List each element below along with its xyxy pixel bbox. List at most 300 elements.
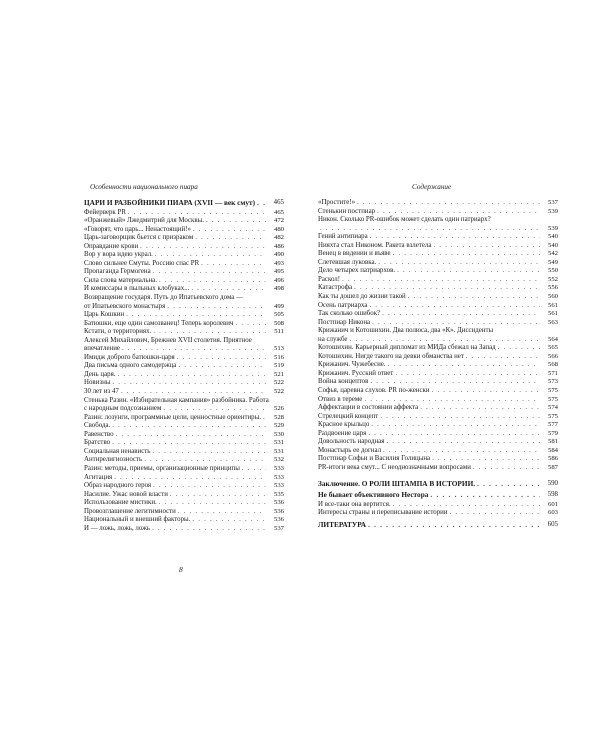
toc-entry-title: Царь Кошкин	[84, 311, 125, 319]
toc-entry	[318, 233, 558, 242]
dot-leader	[368, 521, 540, 530]
toc-entry-line	[84, 285, 268, 294]
toc-entry-title: И все-таки она вертится.	[318, 500, 391, 508]
toc-entry-page: 584	[547, 446, 558, 454]
toc-entry-line	[318, 361, 542, 370]
toc-entry-page: 472	[273, 217, 284, 225]
toc-entry-title: Имидж доброго батюшки-царя	[84, 353, 175, 361]
toc-entry-title: Монастырь ее догнал	[318, 446, 382, 454]
dot-leader	[420, 404, 540, 413]
toc-entry-line	[318, 455, 542, 464]
toc-entry-line	[318, 447, 542, 456]
toc-entry-page: 586	[547, 455, 558, 463]
dot-leader	[235, 320, 266, 329]
toc-entry-title: Осень патриарха	[318, 301, 368, 309]
toc-entry	[84, 354, 284, 363]
toc-entry-line	[84, 456, 268, 465]
toc-entry	[318, 480, 558, 489]
dot-leader	[388, 361, 540, 370]
toc-entry	[84, 294, 284, 311]
toc-entry-title-line: Никон. Сколько PR-ошибок может сделать один патриарх?	[318, 216, 491, 224]
toc-entry-title: Довольность народная	[318, 438, 385, 446]
toc-entry	[84, 439, 284, 448]
dot-leader	[140, 243, 266, 252]
dot-leader	[167, 303, 266, 312]
toc-entry-line	[84, 491, 268, 500]
toc-entry-title: Не бывает объективного Нестора	[318, 490, 429, 500]
toc-entry	[84, 465, 284, 474]
toc-entry-page: 522	[273, 379, 284, 387]
dot-leader	[397, 267, 540, 276]
dot-leader	[114, 474, 266, 483]
toc-entry-title-line: Стенька Разин. «Избирательная кампания» разбойника. Работа	[84, 396, 269, 404]
dot-leader	[201, 260, 266, 269]
toc-entry-page: 573	[547, 378, 558, 386]
toc-entry-line	[318, 430, 542, 439]
toc-entry-page: 533	[273, 473, 284, 481]
toc-entry-title: 30 лет из 47	[84, 388, 119, 396]
toc-entry-page: 535	[273, 490, 284, 498]
toc-entry-title: Стенькин постпиар	[318, 207, 376, 215]
toc-entry	[318, 319, 558, 328]
toc-entry-page: 561	[547, 301, 558, 309]
toc-entry-line	[318, 267, 542, 276]
toc-entry-title: ЛИТЕРАТУРА	[318, 519, 367, 529]
toc-entry-title: PR-итоги века смут... С неоднозначными вопросами	[318, 463, 471, 471]
toc-entry-line	[318, 521, 542, 530]
toc-entry	[318, 447, 558, 456]
toc-entry-page: 531	[273, 447, 284, 455]
dot-leader	[342, 276, 540, 285]
toc-entry-title: Пропаганда Гермогена	[84, 268, 151, 276]
dot-leader	[372, 319, 540, 328]
dot-leader	[368, 430, 540, 439]
toc-entry	[84, 431, 284, 440]
toc-entry	[84, 448, 284, 457]
dot-leader	[112, 379, 266, 388]
toc-entry-page: 566	[547, 352, 558, 360]
toc-entry	[318, 378, 558, 387]
toc-entry	[318, 199, 558, 208]
toc-entry-title: на службе	[318, 335, 348, 343]
toc-entry-page: 521	[273, 370, 284, 378]
toc-entry-title: Агитация	[84, 473, 113, 481]
toc-entry-title: Аффектации в состоянии аффекта	[318, 404, 419, 412]
toc-entry	[84, 371, 284, 380]
dot-leader	[370, 378, 540, 387]
toc-entry-title: Раскол!	[318, 275, 341, 283]
running-head-right: Содержание	[412, 183, 452, 191]
toc-entry	[84, 234, 284, 243]
toc-left	[84, 199, 284, 533]
toc-entry-page: 575	[547, 395, 558, 403]
toc-entry-title: Национальный и внешний факторы.	[84, 516, 191, 524]
toc-entry	[318, 250, 558, 259]
toc-entry	[84, 525, 284, 534]
dot-leader	[144, 456, 266, 465]
dot-leader	[163, 405, 266, 414]
toc-entry-line	[84, 388, 268, 397]
toc-entry-line	[84, 405, 268, 414]
toc-entry-title: Образ народного героя	[84, 482, 152, 490]
toc-entry	[318, 455, 558, 464]
dot-leader	[357, 199, 540, 208]
dot-leader	[393, 250, 540, 259]
toc-entry	[318, 302, 558, 311]
toc-entry-title: Фейерверк PR	[84, 208, 126, 216]
toc-entry-title: Кстати, о территориях.	[84, 328, 152, 336]
dot-leader	[170, 491, 266, 500]
toc-entry-page: 508	[273, 319, 284, 327]
toc-entry-page: 575	[547, 387, 558, 395]
toc-entry	[318, 259, 558, 268]
toc-entry-title-line: Алексей Михайлович, Брежнев XVII столетия. Приятное	[84, 336, 252, 344]
toc-entry-line	[318, 336, 542, 345]
toc-entry-title: Котошихин. Нигде такого на девки обманства нет	[318, 352, 464, 360]
toc-entry	[84, 209, 284, 218]
toc-entry-page: 542	[547, 250, 558, 258]
toc-entry-title: Братство	[84, 439, 111, 447]
toc-entry	[318, 242, 558, 251]
dot-leader	[193, 226, 266, 235]
toc-entry-line	[84, 414, 268, 423]
toc-entry-line	[318, 225, 542, 234]
toc-entry-line	[84, 465, 268, 474]
dot-leader	[349, 336, 540, 345]
dot-leader	[432, 387, 540, 396]
dot-leader	[364, 396, 540, 405]
toc-entry-title: впечатление	[84, 345, 120, 353]
toc-entry-title: ЦАРИ И РАЗБОЙНИКИ ПИАРА (XVII — век смут)	[84, 198, 256, 207]
toc-entry-page: 563	[547, 318, 558, 326]
toc-entry-page: 529	[273, 422, 284, 430]
toc-entry-title: И — ложь, ложь, ложь	[84, 524, 151, 532]
toc-entry-page: 540	[547, 233, 558, 241]
toc-entry-page: 581	[547, 438, 558, 446]
toc-entry	[318, 491, 558, 500]
dot-leader	[178, 362, 266, 371]
toc-entry-page: 496	[273, 276, 284, 284]
toc-entry	[318, 208, 558, 217]
dot-leader	[122, 345, 266, 354]
toc-entry-line	[318, 284, 542, 293]
toc-entry-title: И комиссары в пыльных клобуках...	[84, 285, 190, 293]
toc-entry-line	[84, 243, 268, 252]
dot-leader	[178, 508, 266, 517]
dot-leader	[153, 482, 266, 491]
toc-entry-page: 533	[273, 482, 284, 490]
toc-entry-title: Интересы страны и переписывание истории	[318, 509, 448, 517]
toc-entry	[318, 327, 558, 344]
toc-entry-title: Провозглашение легитимности	[84, 507, 176, 515]
toc-entry-line	[318, 413, 542, 422]
toc-entry	[84, 516, 284, 525]
toc-entry-line	[84, 226, 268, 235]
toc-entry-line	[84, 525, 268, 534]
toc-entry-page: 565	[547, 344, 558, 352]
toc-entry-line	[318, 491, 542, 500]
toc-entry-title: Слетевшая луковка.	[318, 258, 377, 266]
toc-entry-page: 603	[547, 509, 558, 517]
toc-entry-title: Два письма одного самодержца	[84, 362, 177, 370]
toc-entry-line	[84, 311, 268, 320]
toc-entry-line	[84, 362, 268, 371]
dot-leader	[177, 354, 266, 363]
toc-entry-line	[318, 378, 542, 387]
dot-leader	[386, 438, 540, 447]
toc-entry-page: 465	[273, 208, 284, 216]
toc-entry	[318, 284, 558, 293]
dot-leader	[112, 439, 266, 448]
toc-entry-title: Новизны	[84, 379, 111, 387]
toc-entry-title: Как ты дошел до жизни такой	[318, 293, 406, 301]
toc-entry-page: 574	[547, 404, 558, 412]
dot-leader	[257, 199, 266, 208]
toc-entry	[84, 456, 284, 465]
dot-leader	[116, 431, 266, 440]
toc-entry	[84, 491, 284, 500]
toc-entry	[84, 499, 284, 508]
toc-entry-page: 482	[273, 234, 284, 242]
toc-entry-line	[84, 516, 268, 525]
toc-entry-line	[84, 251, 268, 260]
toc-entry-title: Война концептов	[318, 378, 369, 386]
toc-entry-line	[84, 482, 268, 491]
dot-leader	[473, 464, 540, 473]
toc-entry-page: 465	[273, 199, 284, 206]
toc-entry-title: Отвиз в тереме	[318, 395, 363, 403]
toc-entry-title: Разин: методы, приемы, организационные принципы	[84, 464, 240, 472]
toc-entry	[318, 353, 558, 362]
toc-entry-page: 531	[273, 439, 284, 447]
toc-entry-page: 568	[547, 361, 558, 369]
toc-entry-title: День царя.	[84, 370, 116, 378]
toc-entry-title: Катастрофа	[318, 284, 353, 292]
toc-entry-line	[84, 508, 268, 517]
toc-entry-page: 539	[547, 224, 558, 232]
toc-entry-line	[318, 259, 542, 268]
toc-entry-title-line: Крижанич и Котошихин. Два полюса, два «К». Диссиденты	[318, 327, 494, 335]
toc-entry-page: 480	[273, 225, 284, 233]
toc-entry-page: 550	[547, 267, 558, 275]
toc-entry	[84, 422, 284, 431]
toc-entry-title: «Простите!»	[318, 199, 356, 206]
toc-entry-line	[84, 199, 268, 208]
dot-leader	[393, 501, 540, 510]
toc-entry-line	[84, 234, 268, 243]
toc-entry-title: Разин: лозунги, программные цели, ценностные ориентиры.	[84, 413, 261, 421]
toc-entry	[84, 328, 284, 337]
toc-right	[318, 199, 558, 530]
dot-leader	[206, 217, 266, 226]
toc-entry-line	[318, 276, 542, 285]
toc-entry	[84, 337, 284, 354]
toc-entry-line	[318, 421, 542, 430]
dot-leader	[378, 259, 540, 268]
toc-entry-line	[84, 474, 268, 483]
dot-leader	[430, 491, 540, 500]
toc-entry-title: Крижанич. Русский ответ	[318, 369, 394, 377]
toc-entry-title: Царь-заговорщик бьется с призраком	[84, 234, 194, 242]
toc-entry-title: Крижанич. Чужебесие.	[318, 361, 386, 369]
toc-entry	[318, 421, 558, 430]
dot-leader	[354, 284, 540, 293]
toc-entry-line	[318, 353, 542, 362]
toc-entry-page: 528	[273, 413, 284, 421]
toc-entry	[84, 320, 284, 329]
toc-entry	[318, 501, 558, 510]
toc-entry-line	[318, 370, 542, 379]
toc-entry	[84, 508, 284, 517]
toc-entry-line	[84, 268, 268, 277]
toc-entry	[84, 277, 284, 286]
toc-entry-title: Заключение. О РОЛИ ШТАМПА В ИСТОРИИ.	[318, 478, 476, 488]
toc-entry-line	[318, 509, 542, 518]
dot-leader	[242, 465, 266, 474]
toc-entry-title: Вор у вора идею украл.	[84, 251, 153, 259]
toc-entry-line	[318, 208, 542, 217]
toc-entry-line	[318, 396, 542, 405]
toc-entry-page: 577	[547, 421, 558, 429]
toc-entry-title: Слово сильнее Смуты. Россию спас PR	[84, 259, 200, 267]
toc-entry-title: Стрелецкий концепт	[318, 412, 379, 420]
toc-entry	[84, 362, 284, 371]
toc-entry-line	[84, 354, 268, 363]
dot-leader	[117, 371, 266, 380]
toc-entry-title: Оправдание крови	[84, 242, 139, 250]
toc-entry-title: Дело четырех патриархов.	[318, 267, 396, 275]
toc-entry-title: с народным подсознанием	[84, 405, 162, 413]
toc-entry-title: Свобода.	[84, 422, 111, 430]
toc-entry-page: 549	[547, 258, 558, 266]
toc-entry	[318, 387, 558, 396]
toc-entry-title: Котошихин. Карьерный дипломат из МИДа сбежал на Запад	[318, 344, 496, 352]
toc-entry-line	[84, 277, 268, 286]
toc-entry-page: 579	[547, 429, 558, 437]
toc-entry-page: 556	[547, 284, 558, 292]
toc-entry-page: 499	[273, 302, 284, 310]
toc-entry	[318, 267, 558, 276]
toc-entry	[318, 438, 558, 447]
toc-entry-title: Так сколько ошибок?	[318, 310, 381, 318]
dot-leader	[112, 422, 266, 431]
toc-entry-line	[84, 217, 268, 226]
dot-leader	[433, 242, 540, 251]
toc-entry-page: 519	[273, 362, 284, 370]
toc-entry-page: 536	[273, 516, 284, 524]
dot-leader	[195, 234, 266, 243]
toc-entry	[318, 430, 558, 439]
dot-leader	[382, 310, 540, 319]
dot-leader	[128, 209, 266, 218]
toc-entry	[84, 414, 284, 423]
dot-leader	[380, 413, 540, 422]
toc-entry-title: Софья, царевна слухов. PR по-женски	[318, 387, 430, 395]
toc-entry	[84, 311, 284, 320]
toc-entry-page: 537	[273, 524, 284, 532]
toc-entry-page: 536	[273, 499, 284, 507]
toc-entry	[318, 216, 558, 233]
toc-entry-line	[84, 448, 268, 457]
toc-entry-line	[318, 404, 542, 413]
dot-leader	[450, 509, 540, 518]
toc-entry	[318, 276, 558, 285]
toc-entry-line	[318, 242, 542, 251]
dot-leader	[152, 448, 266, 457]
toc-entry-page: 511	[274, 328, 284, 336]
dot-leader	[320, 225, 540, 234]
dot-leader	[371, 421, 540, 430]
toc-entry	[84, 285, 284, 294]
toc-entry-title-line: Возвращение государя. Путь до Ипатьевского дома —	[84, 294, 243, 302]
toc-entry-page: 505	[273, 311, 284, 319]
dot-leader	[153, 268, 266, 277]
toc-entry	[318, 344, 558, 353]
toc-entry	[84, 217, 284, 226]
toc-entry-page: 605	[547, 520, 558, 528]
dot-leader	[395, 370, 540, 379]
toc-entry-title: «Оранжевый» Лжедмитрий для Москвы.	[84, 217, 205, 225]
dot-leader	[153, 328, 266, 337]
toc-entry-page: 526	[273, 405, 284, 413]
toc-entry-line	[84, 422, 268, 431]
toc-entry	[84, 474, 284, 483]
toc-entry-page: 530	[273, 430, 284, 438]
dot-leader	[192, 516, 266, 525]
toc-entry-line	[318, 438, 542, 447]
toc-entry-page: 537	[547, 199, 558, 206]
toc-entry	[318, 404, 558, 413]
dot-leader	[126, 311, 266, 320]
toc-entry	[318, 361, 558, 370]
dot-leader	[121, 388, 266, 397]
dot-leader	[369, 302, 540, 311]
dot-leader	[159, 499, 266, 508]
toc-entry-page: 601	[547, 500, 558, 508]
toc-entry-page: 522	[273, 388, 284, 396]
toc-entry-line	[318, 310, 542, 319]
dot-leader	[477, 480, 540, 489]
toc-entry	[84, 260, 284, 269]
toc-entry-line	[84, 379, 268, 388]
toc-entry-line	[84, 431, 268, 440]
toc-entry-title: Насилие. Ужас новой власти	[84, 490, 168, 498]
toc-entry-page: 587	[547, 463, 558, 471]
toc-entry-line	[84, 328, 268, 337]
toc-entry-page: 552	[547, 275, 558, 283]
toc-entry-line	[84, 371, 268, 380]
toc-entry-page: 490	[273, 251, 284, 259]
page-number: 8	[179, 565, 183, 574]
running-head-left: Особенности национального пиара	[90, 183, 198, 191]
toc-entry-page: 539	[547, 207, 558, 215]
toc-entry-line	[318, 233, 542, 242]
toc-entry-title: Венец в видении и въяве	[318, 250, 391, 258]
toc-entry	[84, 199, 284, 208]
toc-entry	[84, 268, 284, 277]
toc-entry	[84, 251, 284, 260]
toc-entry-page: 516	[273, 353, 284, 361]
toc-entry-line	[318, 319, 542, 328]
toc-entry-page: 498	[273, 285, 284, 293]
toc-entry-page: 598	[547, 491, 558, 499]
toc-entry	[84, 226, 284, 235]
toc-entry	[84, 388, 284, 397]
toc-entry-page: 532	[273, 456, 284, 464]
toc-entry	[318, 310, 558, 319]
dot-leader	[383, 447, 540, 456]
toc-entry	[84, 379, 284, 388]
